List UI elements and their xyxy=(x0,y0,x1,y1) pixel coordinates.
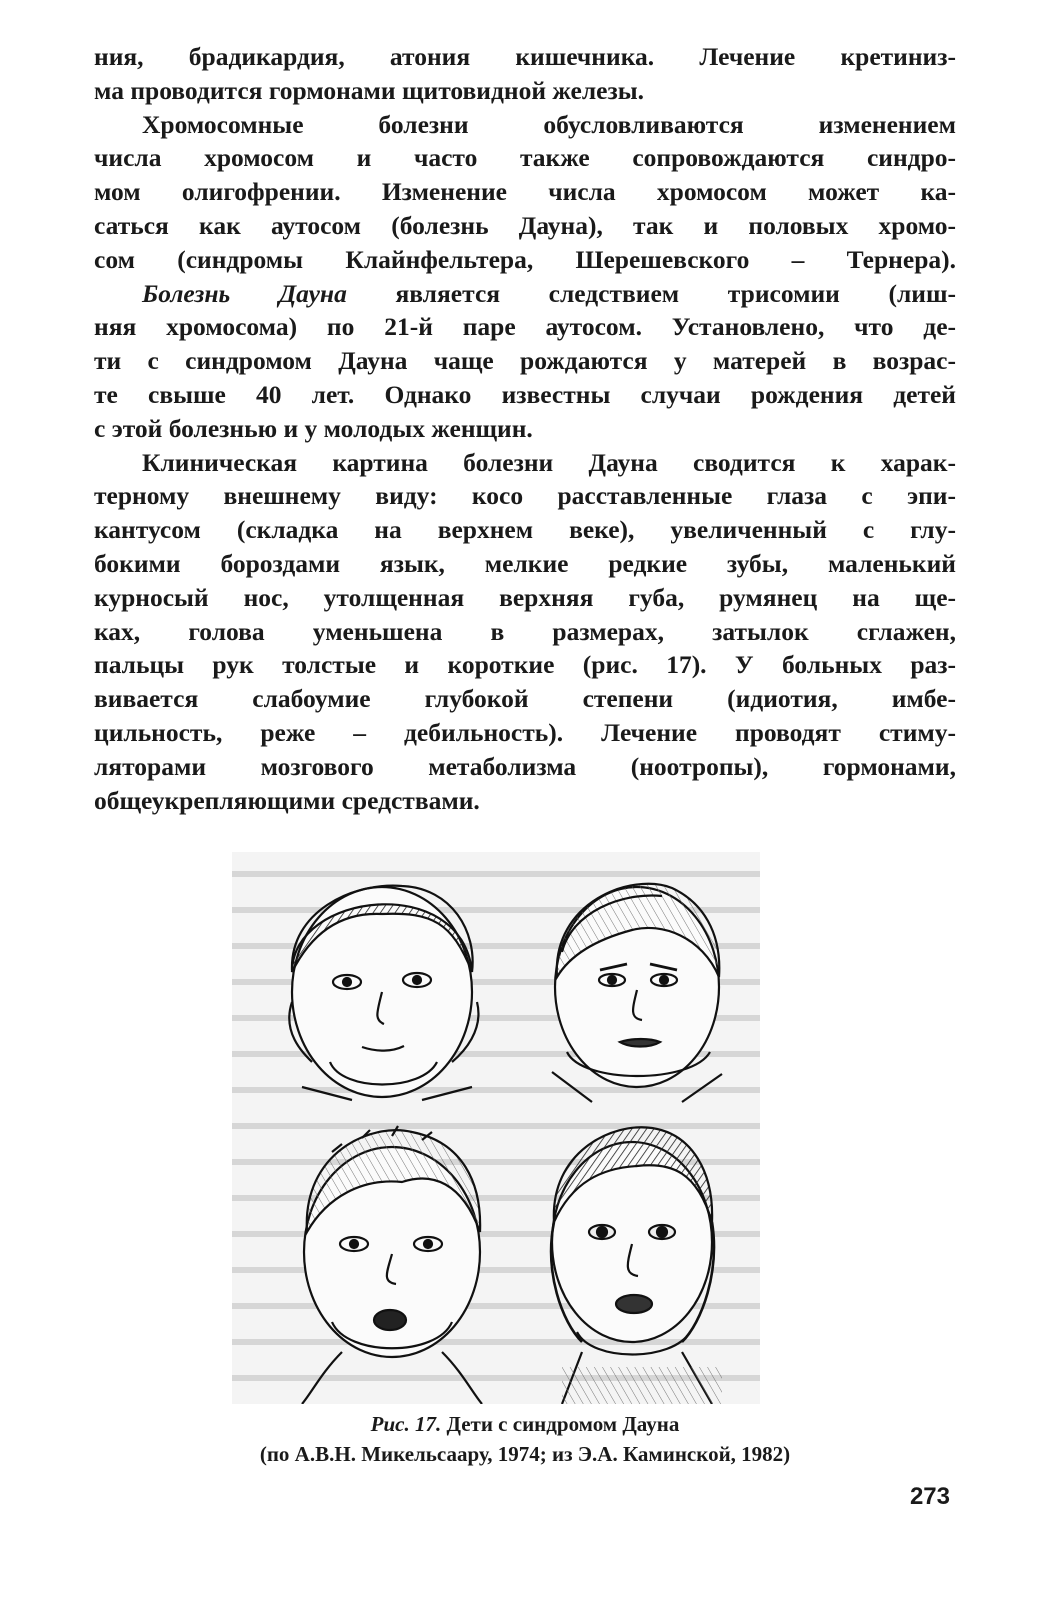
figure-caption xyxy=(94,1410,956,1438)
term-down-syndrome: Болезнь Дауна xyxy=(142,278,347,308)
text-line: ках, голова уменьшена в размерах, затылок сглажен, xyxy=(94,616,956,646)
figure-illustration xyxy=(232,852,760,1404)
face-bottom-left xyxy=(302,1126,482,1404)
face-top-left xyxy=(289,886,478,1100)
text-line: Клиническая картина болезни Дауна сводится к харак- xyxy=(142,447,956,477)
text-line: ма проводится гормонами щитовидной железы. xyxy=(94,75,645,105)
face-top-right xyxy=(552,884,722,1102)
text-line: терному внешнему виду: косо расставленные глаза с эпи- xyxy=(94,481,956,511)
faces-drawing xyxy=(232,852,760,1404)
text-line: няя хромосома) по 21-й паре аутосом. Установлено, что де- xyxy=(94,312,956,342)
figure-title: Дети с синдромом Дауна xyxy=(441,1412,680,1436)
text-line xyxy=(94,277,956,311)
text-line: пальцы рук толстые и короткие (рис. 17). У больных раз- xyxy=(94,650,956,680)
text-line: бокими бороздами язык, мелкие редкие зубы, маленький xyxy=(94,548,956,578)
text-line: те свыше 40 лет. Однако известны случаи рождения детей xyxy=(94,379,956,409)
text-line: числа хромосом и часто также сопровождаются синдро- xyxy=(94,143,956,173)
figure-source: (по А.В.Н. Микельсаару, 1974; из Э.А. Каминской, 1982) xyxy=(259,1442,791,1466)
page-number: 273 xyxy=(909,1483,950,1510)
text-line: ния, брадикардия, атония кишечника. Лечение кретиниз- xyxy=(94,42,956,71)
text-line: саться как аутосом (болезнь Дауна), так и половых хромо- xyxy=(94,210,956,240)
text-line: общеукрепляющими средствами. xyxy=(94,785,480,815)
text-line: Хромосомные болезни обусловливаются изменением xyxy=(142,109,956,139)
text-line: мом олигофрении. Изменение числа хромосом может ка- xyxy=(94,177,956,207)
text-line: курносый нос, утолщенная верхняя губа, румянец на ще- xyxy=(94,582,956,612)
text-line: вивается слабоумие глубокой степени (идиотия, имбе- xyxy=(94,684,956,714)
figure-label: Рис. 17. xyxy=(370,1412,442,1436)
text-line: ти с синдромом Дауна чаще рождаются у матерей в возрас- xyxy=(94,346,956,376)
text-line: цильность, реже – дебильность). Лечение проводят стиму- xyxy=(94,717,956,747)
text-line: с этой болезнью и у молодых женщин. xyxy=(94,413,533,443)
text-fragment: является следствием трисомии (лиш- xyxy=(346,278,956,308)
face-bottom-right xyxy=(551,1127,722,1404)
text-line: кантусом (складка на верхнем веке), увеличенный с глу- xyxy=(94,515,956,545)
text-line: сом (синдромы Клайнфельтера, Шерешевского – Тернера). xyxy=(94,244,956,274)
body-text xyxy=(94,40,956,817)
text-line: ляторами мозгового метаболизма (ноотропы), гормонами, xyxy=(94,751,956,781)
